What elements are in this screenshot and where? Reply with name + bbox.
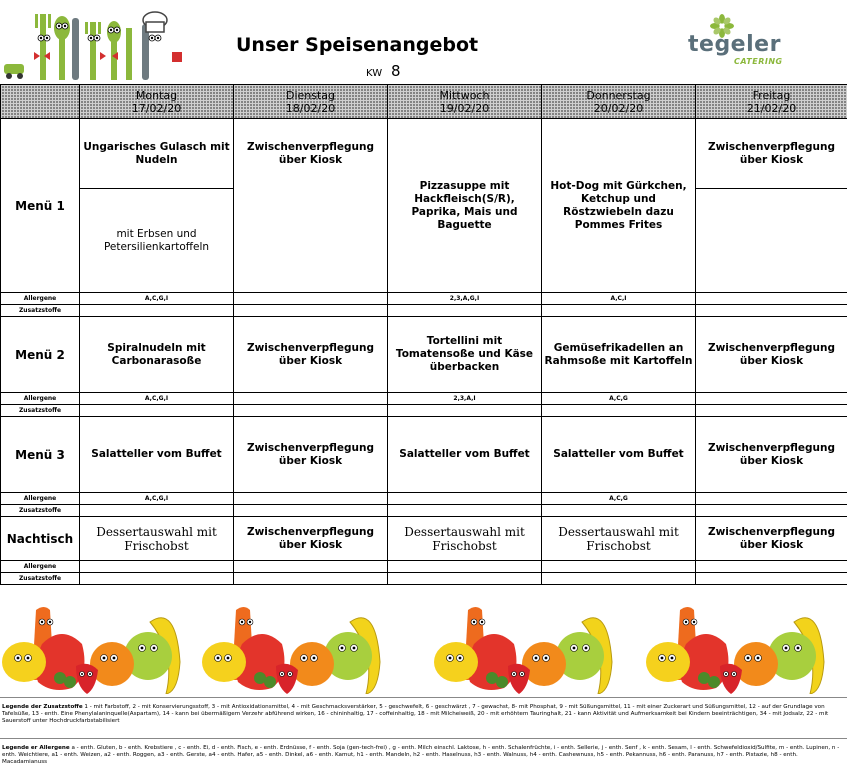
row-label-menu1: Menü 1 — [1, 119, 80, 293]
menu2-wednesday: Tortellini mit Tomatensoße und Käse überbacken — [388, 317, 542, 393]
menu2-allergene-friday — [696, 393, 847, 405]
menu3-allergene-tuesday — [234, 493, 388, 505]
menu2-allergene-tuesday — [234, 393, 388, 405]
menu3-allergene-wednesday — [388, 493, 542, 505]
menu1-monday-main: Ungarisches Gulasch mit Nudeln — [80, 119, 234, 189]
page-header — [0, 0, 847, 84]
dessert-friday: Zwischenverpflegung über Kiosk — [696, 517, 847, 561]
legend-zusatzstoffe: Legende der Zusatzstoffe 1 - mit Farbstoff, 2 - mit Konservierungsstoff, 3 - mit Antioxidationsmittel, 4 - mit Geschmacksverstärker, 5 - geschwefelt, 6 - geschwärzt , 7 - gewachst, 8- mit Phosphat, 9 - mit Süßungsmittel, 11 - mit einer Zuckerart und Süßungsmittel, 12 - auf der Grundlage von Tafelsüße, 13 - enth. Eine Phenylalaninquelle(Aspartam), 14 - kann bei übermäßigem Verzehr abführend wirken, 16 - chininhaltig, 17 - coffeinhaltig, 18 - mit Milcheiweiß, 20 - mit erhöhtem Tauringhalt, 21 - kann Aktivität und Aufmerksamkeit bei Kindern beeinträchtigen, 34 - mit Jodsalz, 22 - mit Sauerstoff unter Hochdruckfarbstabilisiert — [2, 704, 829, 724]
zusatzstoffe-label: Zusatzstoffe — [1, 305, 80, 317]
day-header-tuesday: Dienstag 18/02/20 — [234, 85, 388, 119]
zusatzstoffe-label: Zusatzstoffe — [1, 573, 80, 585]
allergene-label: Allergene — [1, 561, 80, 573]
zusatzstoffe-label: Zusatzstoffe — [1, 505, 80, 517]
row-label-menu2: Menü 2 — [1, 317, 80, 393]
brand-subtitle: CATERING — [734, 57, 783, 66]
allergene-label: Allergene — [1, 393, 80, 405]
menu1-thursday: Hot-Dog mit Gürkchen, Ketchup und Röstzwiebeln dazu Pommes Frites — [542, 119, 696, 293]
divider — [0, 697, 847, 698]
dessert-thursday: Dessertauswahl mit Frischobst — [542, 517, 696, 561]
row-label-menu3: Menü 3 — [1, 417, 80, 493]
menu1-allergene-monday: A,C,G,I — [80, 293, 234, 305]
menu2-monday: Spiralnudeln mit Carbonarasoße — [80, 317, 234, 393]
menu1-allergene-wednesday: 2,3,A,G,I — [388, 293, 542, 305]
day-header-wednesday: Mittwoch 19/02/20 — [388, 85, 542, 119]
menu2-allergene-thursday: A,C,G — [542, 393, 696, 405]
divider — [0, 738, 847, 739]
menu1-friday: Zwischenverpflegung über Kiosk — [696, 119, 847, 189]
cutlery-family-icon — [2, 8, 192, 80]
calendar-week-label: KW — [366, 68, 383, 79]
allergene-label: Allergene — [1, 493, 80, 505]
menu3-monday: Salatteller vom Buffet — [80, 417, 234, 493]
menu3-allergene-thursday: A,C,G — [542, 493, 696, 505]
allergene-label: Allergene — [1, 293, 80, 305]
day-header-friday: Freitag 21/02/20 — [696, 85, 847, 119]
zusatzstoffe-label: Zusatzstoffe — [1, 405, 80, 417]
dessert-monday: Dessertauswahl mit Frischobst — [80, 517, 234, 561]
menu3-allergene-friday — [696, 493, 847, 505]
menu1-wednesday: Pizzasuppe mit Hackfleisch(S/R), Paprika, Mais und Baguette — [388, 119, 542, 293]
menu1-tuesday: Zwischenverpflegung über Kiosk — [234, 119, 388, 293]
menu1-allergene-friday — [696, 293, 847, 305]
menu3-friday: Zwischenverpflegung über Kiosk — [696, 417, 847, 493]
day-header-monday: Montag 17/02/20 — [80, 85, 234, 119]
menu2-allergene-wednesday: 2,3,A,I — [388, 393, 542, 405]
menu3-thursday: Salatteller vom Buffet — [542, 417, 696, 493]
menu3-allergene-monday: A,C,G,I — [80, 493, 234, 505]
brand-name: tegeler — [688, 32, 781, 57]
row-label-nachtisch: Nachtisch — [1, 517, 80, 561]
menu3-wednesday: Salatteller vom Buffet — [388, 417, 542, 493]
page-title: Unser Speisenangebot — [236, 34, 479, 56]
calendar-week-number: 8 — [391, 62, 401, 80]
dessert-tuesday: Zwischenverpflegung über Kiosk — [234, 517, 388, 561]
menu1-allergene-tuesday — [234, 293, 388, 305]
fruit-group-icon — [0, 600, 847, 694]
menu2-friday: Zwischenverpflegung über Kiosk — [696, 317, 847, 393]
dessert-wednesday: Dessertauswahl mit Frischobst — [388, 517, 542, 561]
menu2-tuesday: Zwischenverpflegung über Kiosk — [234, 317, 388, 393]
brand-logo — [688, 14, 798, 74]
menu2-allergene-monday: A,C,G,I — [80, 393, 234, 405]
menu1-monday-side: mit Erbsen und Petersilienkartoffeln — [80, 189, 234, 293]
menu1-friday-empty — [696, 189, 847, 293]
menu3-tuesday: Zwischenverpflegung über Kiosk — [234, 417, 388, 493]
menu-table — [0, 84, 847, 585]
table-corner — [1, 85, 80, 119]
legend-allergene: Legende er Allergene a - enth. Gluten, b - enth. Krebstiere , c - enth. Ei, d - enth. Fisch, e - enth. Erdnüsse, f - enth. Soja (gen-tech-frei) , g - enth. Milch einschl. Laktose, h - enth. Schalenfrüchte, i - enth. Sellerie, j - enth. Senf , k - enth. Sesam, l - enth. Schwefeldioxid/Sulfite, m - enth. Lupinen, n - enth. Weichtiere, a1 - enth. Weizen, a2 - enth. Roggen, a3 - enth. Gerste, a4 - enth. Hafer, a5 - enth. Dinkel, a6 - enth. Kamut, h1 - enth. Mandeln, h2 - enth. Haselnuss, h3 - enth. Walnuss, h4 - enth. Cashewnuss, h5 - enth. Pekannuss, h6 - enth. Paranuss, h7 - enth. Pistazie, h8 - enth. Macadamianuss — [2, 745, 840, 765]
menu2-thursday: Gemüsefrikadellen an Rahmsoße mit Kartoffeln — [542, 317, 696, 393]
day-header-thursday: Donnerstag 20/02/20 — [542, 85, 696, 119]
menu1-allergene-thursday: A,C,I — [542, 293, 696, 305]
